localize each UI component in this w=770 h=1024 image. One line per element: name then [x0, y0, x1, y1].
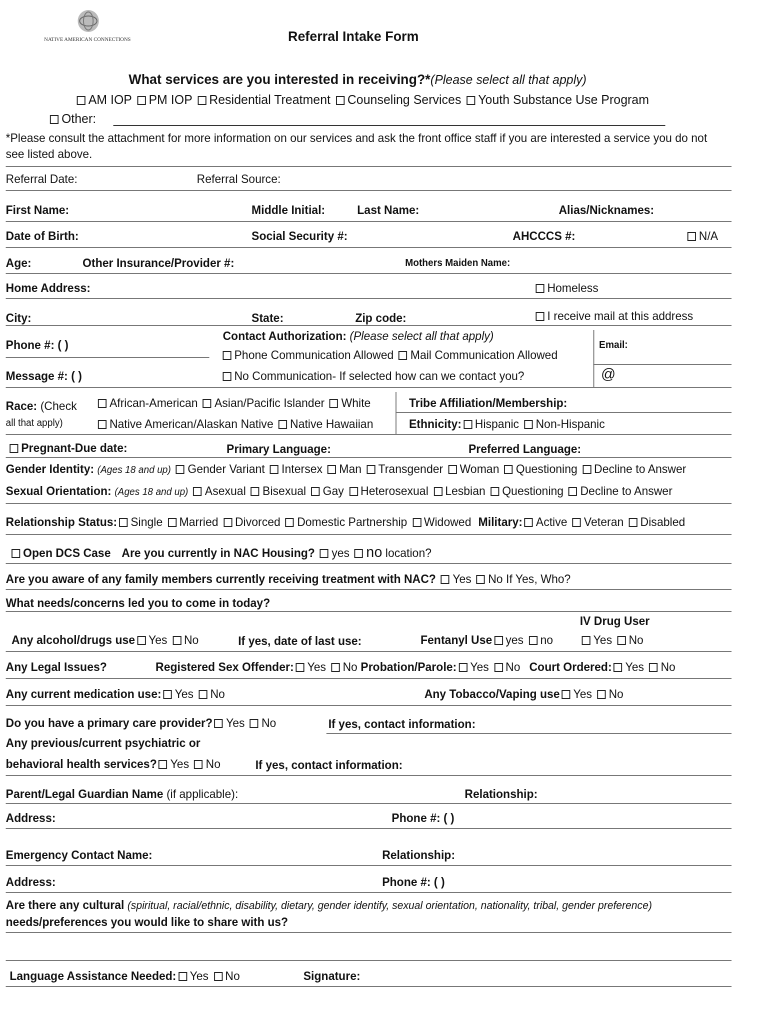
offender-yes-checkbox[interactable]: [296, 663, 305, 672]
na-checkbox[interactable]: [687, 232, 696, 241]
message-label: Message #: ( ): [5, 369, 82, 383]
receive-mail-option: I receive mail at this address: [534, 309, 693, 323]
last-use-label: If yes, date of last use:: [238, 634, 362, 648]
gender-decline-checkbox[interactable]: [583, 465, 592, 474]
nac-housing-no-checkbox[interactable]: [355, 549, 364, 558]
hispanic-checkbox[interactable]: [463, 420, 472, 429]
nac-logo: [42, 8, 148, 44]
gender-variant-checkbox[interactable]: [176, 465, 185, 474]
language-yes-checkbox[interactable]: [178, 972, 187, 981]
widowed-checkbox[interactable]: [412, 518, 421, 527]
preferred-language-label: Preferred Language:: [468, 442, 582, 456]
iv-drug-label: IV Drug User: [579, 614, 650, 628]
fentanyl-no-checkbox[interactable]: [529, 636, 538, 645]
last-name-label: Last Name:: [357, 203, 420, 217]
email-at: @: [600, 366, 616, 383]
nac-housing-yes-checkbox[interactable]: [320, 549, 329, 558]
state-label: State:: [251, 311, 284, 325]
other-service: Other:: [48, 112, 96, 126]
guardian-phone-label: Phone #: ( ): [391, 811, 455, 825]
probation-no-checkbox[interactable]: [494, 663, 503, 672]
lesbian-checkbox[interactable]: [434, 487, 443, 496]
youth-program-checkbox[interactable]: [467, 96, 476, 105]
gender-questioning-checkbox[interactable]: [504, 465, 513, 474]
divorced-checkbox[interactable]: [223, 518, 232, 527]
man-checkbox[interactable]: [328, 465, 337, 474]
other-line[interactable]: [113, 125, 665, 126]
counseling-checkbox[interactable]: [336, 96, 345, 105]
tobacco-row: Any Tobacco/Vaping use Yes No: [424, 687, 624, 701]
fentanyl-yes-checkbox[interactable]: [494, 636, 503, 645]
na-option: N/A: [685, 229, 718, 243]
ethnicity-row: Ethnicity: Hispanic Non-Hispanic: [408, 417, 605, 431]
guardian-relationship-label: Relationship:: [464, 787, 538, 801]
race-label: Race: (Check: [5, 399, 77, 413]
fentanyl-row: Fentanyl Use yes no: [420, 633, 554, 647]
phone-label: Phone #: ( ): [5, 338, 69, 352]
tobacco-no-checkbox[interactable]: [597, 690, 606, 699]
race-all-apply: all that apply): [5, 418, 63, 429]
home-address-label: Home Address:: [5, 281, 91, 295]
no-comm-option: No Communication- If selected how can we contact you?: [221, 369, 525, 383]
native-american-checkbox[interactable]: [98, 420, 107, 429]
family-yes-checkbox[interactable]: [441, 575, 450, 584]
guardian-address-label: Address:: [5, 811, 56, 825]
court-no-checkbox[interactable]: [649, 663, 658, 672]
comm-options: Phone Communication Allowed Mail Communication Allowed: [221, 348, 558, 362]
gender-row: Gender Identity: (Ages 18 and up) Gender Variant Intersex Man Transgender Woman Questioning Decline to Answer: [5, 462, 687, 476]
heterosexual-checkbox[interactable]: [349, 487, 358, 496]
iv-no-checkbox[interactable]: [617, 636, 626, 645]
legal-row: Registered Sex Offender: Yes No Probation/Parole: Yes No Court Ordered: Yes No: [155, 660, 676, 674]
legal-issues-label: Any Legal Issues?: [5, 660, 107, 674]
svg-text:NATIVE AMERICAN CONNECTIONS: NATIVE AMERICAN CONNECTIONS: [44, 36, 131, 44]
native-hawaiian-checkbox[interactable]: [278, 420, 287, 429]
emergency-address-label: Address:: [5, 875, 56, 889]
married-checkbox[interactable]: [168, 518, 177, 527]
non-hispanic-checkbox[interactable]: [524, 420, 533, 429]
alcohol-no-checkbox[interactable]: [172, 636, 181, 645]
psych-row: behavioral health services? Yes No: [5, 757, 221, 771]
iv-yes-checkbox[interactable]: [582, 636, 591, 645]
ssn-label: Social Security #:: [251, 229, 348, 243]
dob-label: Date of Birth:: [5, 229, 79, 243]
middle-initial-label: Middle Initial:: [251, 203, 326, 217]
primary-language-label: Primary Language:: [226, 442, 331, 456]
active-checkbox[interactable]: [524, 518, 533, 527]
primary-care-yes-checkbox[interactable]: [214, 719, 223, 728]
alcohol-row: Any alcohol/drugs use Yes No: [11, 633, 199, 647]
open-dcs-checkbox[interactable]: [12, 549, 21, 558]
disabled-checkbox[interactable]: [629, 518, 638, 527]
alcohol-yes-checkbox[interactable]: [137, 636, 146, 645]
orientation-decline-checkbox[interactable]: [569, 487, 578, 496]
domestic-partnership-checkbox[interactable]: [286, 518, 295, 527]
family-no-checkbox[interactable]: [477, 575, 486, 584]
medication-no-checkbox[interactable]: [199, 690, 208, 699]
orientation-questioning-checkbox[interactable]: [491, 487, 500, 496]
cultural-question: Are there any cultural (spiritual, racial/ethnic, disability, dietary, gender identify, sexual orientation, nationality, tribal, gender preference): [5, 898, 652, 912]
other-checkbox[interactable]: [50, 115, 59, 124]
veteran-checkbox[interactable]: [572, 518, 581, 527]
language-no-checkbox[interactable]: [214, 972, 223, 981]
offender-no-checkbox[interactable]: [331, 663, 340, 672]
asexual-checkbox[interactable]: [193, 487, 202, 496]
cultural-line2: needs/preferences you would like to share with us?: [5, 915, 289, 929]
psych-line1: Any previous/current psychiatric or: [5, 736, 201, 750]
homeless-option: Homeless: [534, 281, 599, 295]
dcs-row: Open DCS Case Are you currently in NAC Housing? yes no location?: [10, 546, 432, 560]
other-insurance-label: Other Insurance/Provider #:: [82, 256, 235, 270]
medication-yes-checkbox[interactable]: [163, 690, 172, 699]
am-iop-checkbox[interactable]: [77, 96, 86, 105]
pregnant-checkbox[interactable]: [10, 444, 19, 453]
primary-care-row: Do you have a primary care provider? Yes No: [5, 716, 277, 730]
form-title: Referral Intake Form: [288, 28, 419, 44]
psych-yes-checkbox[interactable]: [159, 760, 168, 769]
email-label: Email:: [599, 340, 628, 351]
emergency-phone-label: Phone #: ( ): [382, 875, 445, 889]
receive-mail-checkbox[interactable]: [536, 312, 545, 321]
referral-date-label: Referral Date:: [5, 172, 78, 186]
contact-auth: Contact Authorization: (Please select all that apply): [222, 329, 494, 343]
signature-label: Signature:: [303, 969, 361, 983]
transgender-checkbox[interactable]: [367, 465, 376, 474]
white-checkbox[interactable]: [330, 399, 339, 408]
primary-care-no-checkbox[interactable]: [250, 719, 259, 728]
first-name-label: First Name:: [5, 203, 70, 217]
services-options: AM IOP PM IOP Residential Treatment Counseling Services Youth Substance Use Program: [75, 93, 649, 107]
consult-note: *Please consult the attachment for more information on our services and ask the front office staff if you are interested a service you do not see listed above.: [5, 131, 708, 161]
language-assistance-row: Language Assistance Needed: Yes No: [9, 969, 240, 983]
relationship-row: Relationship Status: Single Married Divorced Domestic Partnership Widowed Military: Active Veteran Disabled: [5, 515, 686, 529]
emergency-relationship-label: Relationship:: [382, 848, 456, 862]
orientation-row: Sexual Orientation: (Ages 18 and up) Asexual Bisexual Gay Heterosexual Lesbian Questioning Decline to Answer: [5, 484, 673, 498]
psych-contact-label: If yes, contact information:: [255, 758, 403, 772]
pm-iop-checkbox[interactable]: [137, 96, 146, 105]
race-row2: Native American/Alaskan Native Native Hawaiian: [96, 417, 373, 431]
alias-label: Alias/Nicknames:: [558, 203, 655, 217]
family-row: Are you aware of any family members currently receiving treatment with NAC? Yes No If Yes, Who?: [5, 572, 571, 586]
emergency-name-label: Emergency Contact Name:: [5, 848, 153, 862]
tobacco-yes-checkbox[interactable]: [562, 690, 571, 699]
intersex-checkbox[interactable]: [270, 465, 279, 474]
no-comm-checkbox[interactable]: [223, 372, 232, 381]
primary-care-contact-label: If yes, contact information:: [328, 717, 476, 731]
woman-checkbox[interactable]: [448, 465, 457, 474]
mothers-maiden-label: Mothers Maiden Name:: [405, 258, 511, 269]
bisexual-checkbox[interactable]: [251, 487, 260, 496]
age-label: Age:: [5, 256, 32, 270]
race-row1: African-American Asian/Pacific Islander White: [96, 396, 371, 410]
guardian-name-label: Parent/Legal Guardian Name (if applicable):: [5, 787, 239, 801]
pregnant-option: Pregnant-Due date:: [8, 441, 128, 455]
tribe-label: Tribe Affiliation/Membership:: [408, 396, 568, 410]
court-yes-checkbox[interactable]: [614, 663, 623, 672]
referral-source-label: Referral Source:: [196, 172, 281, 186]
african-american-checkbox[interactable]: [98, 399, 107, 408]
mail-allowed-checkbox[interactable]: [399, 351, 408, 360]
needs-question: What needs/concerns led you to come in today?: [5, 596, 271, 610]
asian-pacific-checkbox[interactable]: [203, 399, 212, 408]
single-checkbox[interactable]: [119, 518, 128, 527]
gay-checkbox[interactable]: [311, 487, 320, 496]
ahcccs-label: AHCCCS #:: [512, 229, 576, 243]
city-label: City:: [5, 311, 32, 325]
medication-row: Any current medication use: Yes No: [5, 687, 225, 701]
residential-checkbox[interactable]: [198, 96, 207, 105]
phone-allowed-checkbox[interactable]: [223, 351, 232, 360]
psych-no-checkbox[interactable]: [194, 760, 203, 769]
probation-yes-checkbox[interactable]: [459, 663, 468, 672]
iv-drug-row: Yes No: [580, 633, 644, 647]
services-question: What services are you interested in receiving?*(Please select all that apply): [128, 71, 587, 87]
homeless-checkbox[interactable]: [536, 284, 545, 293]
zip-label: Zip code:: [355, 311, 407, 325]
